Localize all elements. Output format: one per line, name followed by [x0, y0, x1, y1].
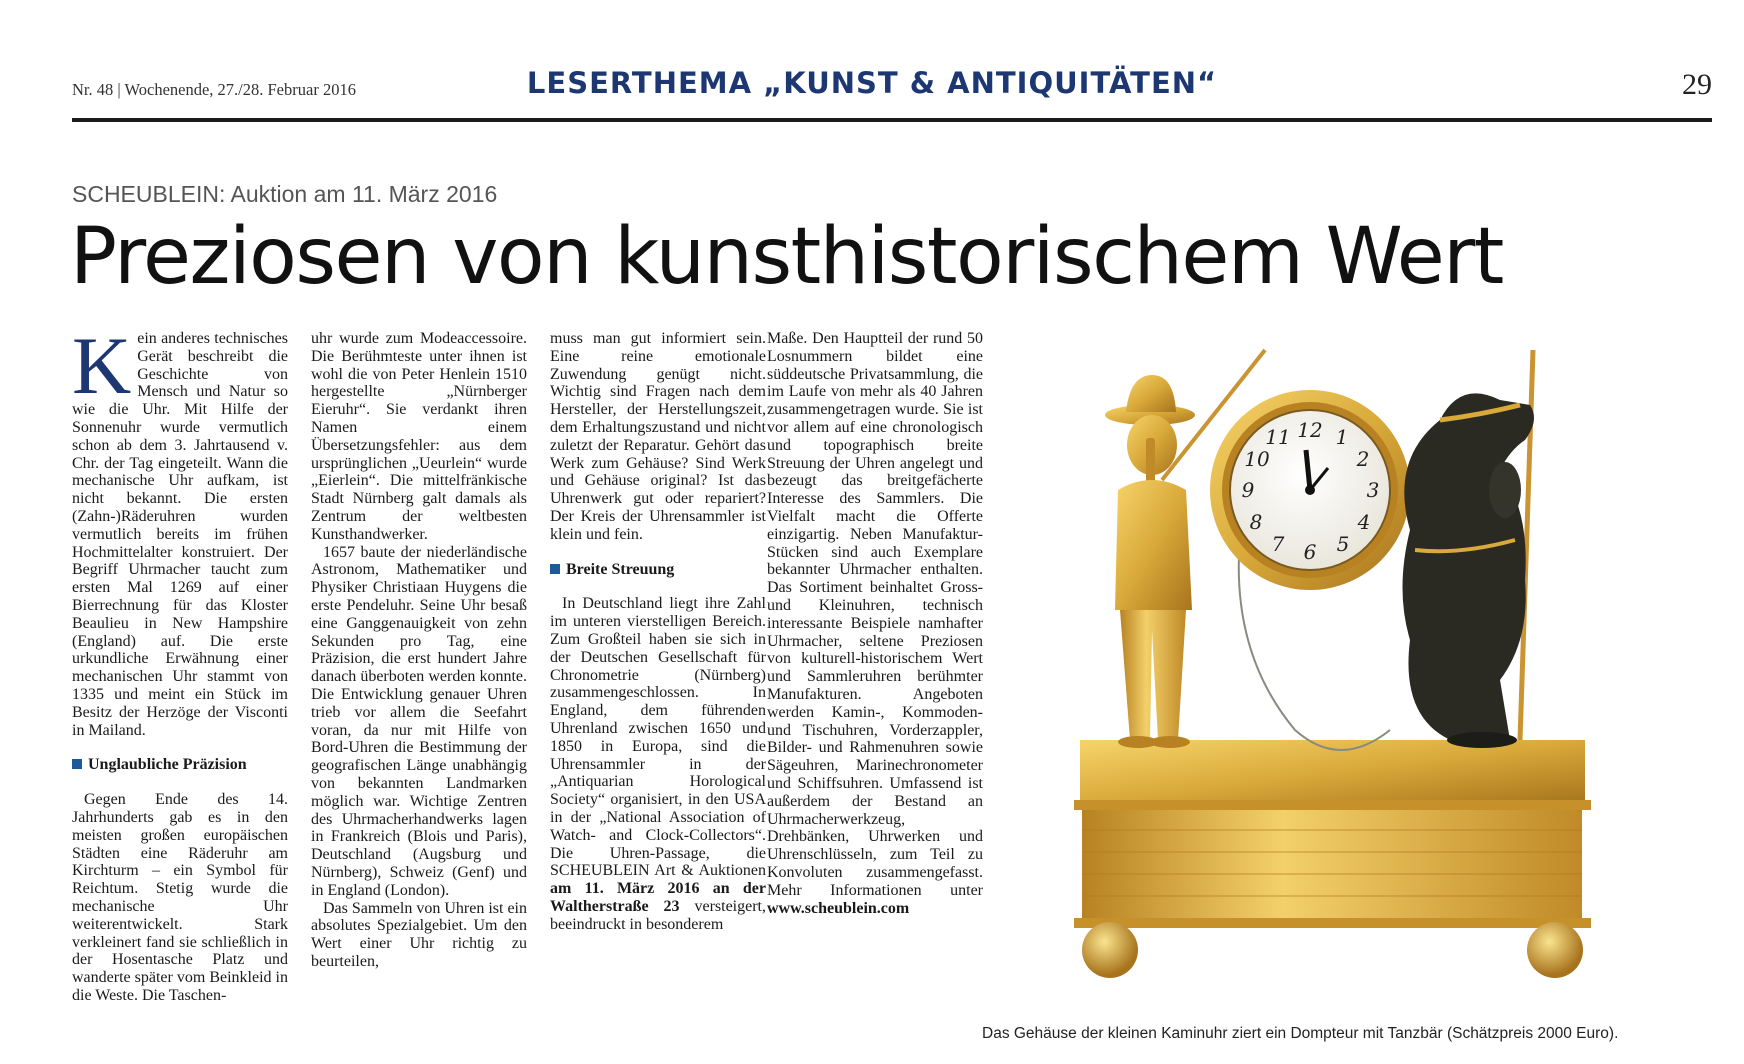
- paragraph: uhr wurde zum Modeaccessoire. Die Berühmteste unter ihnen ist wohl die von Peter Henlein 1510 hergestellte „Nürnberger Eieruhr“. Sie verdankt ihren Namen einem Übersetzungsfehler: aus dem ursprünglichen „Ueurlein“ wurde „Eierlein“. Die mittelfränkische Stadt Nürnberg galt damals als Zentrum der weltbesten Kunsthandwerker.: [311, 330, 527, 543]
- foot-right: [1527, 922, 1583, 978]
- numeral-11: 11: [1265, 425, 1291, 449]
- numeral-1: 1: [1335, 425, 1349, 449]
- bullet-square-icon: [72, 759, 82, 769]
- paragraph-text: In Deutschland liegt ihre Zahl im unteren vierstelligen Bereich. Zum Großteil haben sie sich in der Deutschen Gesellschaft für Chronometrie (Nürnberg) zusammengeschlossen. In England, dem führenden Uhrenland zwischen 1650 und 1850 in Europa, sind die Uhrensammler in der „Antiquarian Horological Society“ organisiert, in den USA in der „National Association of Watch- and Clock-Collectors“. Die Uhren-Passage, die SCHEUBLEIN Art & Auktionen: [550, 595, 766, 880]
- mantel-clock-photo: [1060, 340, 1620, 995]
- bullet-square-icon: [550, 564, 560, 574]
- numeral-6: 6: [1303, 540, 1317, 564]
- article-column-2: [311, 330, 527, 971]
- base-plinth: [1074, 740, 1591, 978]
- subhead-label: Breite Streuung: [566, 560, 675, 578]
- numeral-5: 5: [1336, 532, 1350, 556]
- numeral-9: 9: [1241, 478, 1255, 502]
- foot-left: [1082, 922, 1138, 978]
- page-number: 29: [1682, 68, 1712, 101]
- subhead-label: Unglaubliche Präzision: [88, 756, 247, 774]
- clock-case: [1210, 390, 1410, 750]
- issue-info: Nr. 48 | Wochenende, 27./28. Februar 2016: [72, 80, 356, 99]
- header-rule: [72, 118, 1712, 122]
- paragraph: Das Sammeln von Uhren ist ein absolutes Spezialgebiet. Um den Wert einer Uhr richtig zu beurteilen,: [311, 899, 527, 970]
- numeral-10: 10: [1244, 447, 1270, 471]
- paragraph-text: Maße. Den Hauptteil der rund 50 Losnummern bildet eine süddeutsche Privatsammlung, die im Laufe von mehr als 40 Jahren zusammengetragen wurde. Sie ist vor allem auf eine chronologisch und topographisch breite Streuung der Uhren angelegt und bezeugt das breitgefächerte Interesse des Sammlers. Die Vielfalt macht die Offerte einzigartig. Neben Manufaktur-Stücken sind auch Exemplare bekannter Uhrmacher enthalten. Das Sortiment beinhaltet Gross- und Kleinuhren, technisch interessante Beispiele namhafter Uhrmacher, seltene Preziosen von kulturell-historischem Wert und Sammleruhren berühmter Manufakturen. Angeboten werden Kamin-, Kommoden- und Tischuhren, Vorderzappler, Bilder- und Rahmenuhren sowie Sägeuhren, Marinechronometer und Schiffsuhren. Umfassend ist außerdem der Bestand an Uhrmacherwerkzeug, Drehbänken, Uhrwerken und Uhrenschlüsseln, zum Teil zu Konvoluten zusammengefasst. Mehr Informationen unter: [767, 330, 983, 899]
- numeral-3: 3: [1366, 478, 1380, 502]
- paragraph: 1657 baute der niederländische Astronom, Mathematiker und Physiker Christiaan Huygens die erste Pendeluhr. Seine Uhr besaß eine Ganggenauigkeit von zehn Sekunden pro Tag, eine Präzision, die erst hundert Jahre danach überboten werden konnte. Die Entwicklung genauer Uhren trieb vor allem die Seefahrt voran, da nur mit Hilfe von Bord-Uhren die Bestimmung der geografischen Länge unabhängig von bekannten Landmarken möglich war. Wichtige Zentren des Uhrmacherhandwerks lagen in Frankreich (Blois und Paris), Deutschland (Augsburg und Nürnberg), Schweiz (Genf) und in England (London).: [311, 543, 527, 899]
- article-column-1: [72, 320, 288, 1005]
- dropcap: K: [72, 320, 132, 411]
- paragraph: muss man gut informiert sein. Eine reine emotionale Zuwendung genügt nicht. Wichtig sind Fragen nach dem Hersteller, der Herstellungszeit, dem Erhaltungszustand und nicht zuletzt der Reparatur. Gehört das Werk zum Gehäuse? Sind Werk und Gehäuse original? Ist das Uhrenwerk gut oder repariert? Der Kreis der Uhrensammler ist klein und fein.: [550, 330, 766, 543]
- numeral-2: 2: [1356, 447, 1370, 471]
- paragraph: [767, 330, 983, 917]
- paragraph: Gegen Ende des 14. Jahrhunderts gab es in den meisten großen europäischen Städten eine Räderuhr am Kirchturm – ein Symbol für Reichtum. Stetig wurde die mechanische Uhr weiterentwickelt. Stark verkleinert fand sie schließlich in der Hosentasche Platz und wanderte später vom Beinkleid in die Weste. Die Taschen-: [72, 791, 288, 1004]
- section-title: LESERTHEMA „KUNST & ANTIQUITÄTEN“: [526, 66, 1218, 100]
- auction-date-bold: am 11. März 2016 an der Waltherstraße 23: [550, 880, 766, 915]
- subhead-spread: [550, 561, 766, 579]
- article-kicker: SCHEUBLEIN: Auktion am 11. März 2016: [72, 181, 498, 207]
- numeral-7: 7: [1271, 532, 1285, 556]
- numeral-8: 8: [1249, 510, 1263, 534]
- subhead-precision: [72, 756, 288, 774]
- article-column-4: [767, 330, 983, 917]
- numeral-4: 4: [1357, 510, 1371, 534]
- paragraph: [550, 595, 766, 933]
- numeral-12: 12: [1297, 418, 1323, 442]
- photo-caption: Das Gehäuse der kleinen Kaminuhr ziert ein Dompteur mit Tanzbär (Schätzpreis 2000 Euro).: [982, 1025, 1619, 1042]
- dancing-bear: [1403, 350, 1535, 748]
- website-link[interactable]: www.scheublein.com: [767, 899, 910, 917]
- paragraph-intro: ein anderes technisches Gerät beschreibt die Geschichte von Mensch und Natur so wie die Uhr. Mit Hilfe der Sonnenuhr wurde vermutlich schon ab dem 3. Jahrtausend v. Chr. der Tag eingeteilt. Wann die mechanische Uhr aufkam, ist nicht bekannt. Die ersten (Zahn-)Räderuhren wurden vermutlich bereits im frühen Hochmittelalter konstruiert. Der Begriff Uhrmacher taucht zum ersten Mal 1269 auf einer Bierrechnung für das Kloster Beaulieu in New Hampshire (England) auf. Die erste urkundliche Erwähnung einer mechanischen Uhr stammt von 1335 und meint ein Stück im Besitz der Herzöge der Visconti in Mailand.: [72, 330, 288, 739]
- article-column-3: [550, 330, 766, 934]
- article-headline: Preziosen von kunsthistorischem Wert: [70, 212, 1503, 302]
- paragraph-text: versteigert, beeindruckt in besonderem: [550, 897, 766, 933]
